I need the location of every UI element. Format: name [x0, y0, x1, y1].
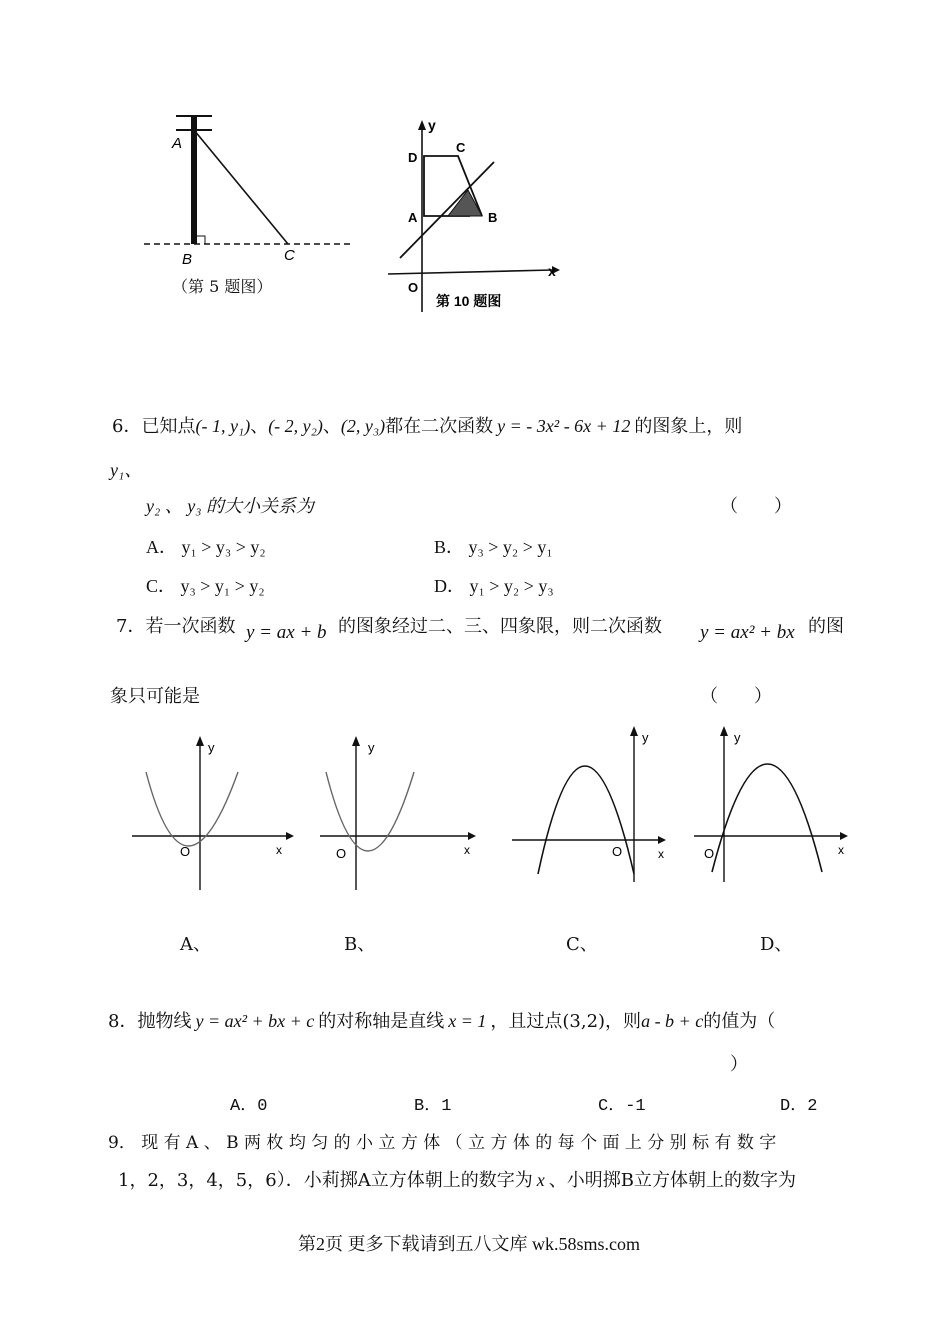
- q8-num: 8．: [108, 1011, 138, 1032]
- q7-func2: y = ax² + bx: [700, 622, 795, 643]
- q8-func3: a - b + c: [641, 1011, 704, 1031]
- q6-point2: (- 2, y₂): [268, 416, 323, 436]
- q7-num: 7．: [116, 616, 146, 637]
- q7-line2: 象只可能是: [110, 686, 200, 707]
- q7-paren: （ ）: [700, 686, 772, 707]
- q7-graph-d: [692, 722, 856, 890]
- graph-b-x-arrow: [468, 832, 476, 840]
- q8-option-a: A．0: [230, 1097, 268, 1116]
- q6-option-a: A． y₁ > y₃ > y₂: [146, 537, 266, 557]
- q6-sep2: 、: [322, 416, 341, 437]
- graph-b-parabola: [326, 772, 414, 851]
- q6-text1: 已知点: [141, 416, 196, 437]
- q9-line2-a: 1，2，3，4，5，6）．小莉掷A立方体朝上的数字为: [118, 1170, 533, 1191]
- q9-line1: 9． 现 有 A 、 B 两 枚 均 匀 的 小 立 方 体 （ 立 方 体 的 每 个 面 上 分 别 标 有 数 字: [108, 1133, 777, 1153]
- fig10-o-label: O: [408, 280, 419, 295]
- fig5-caption: （第 5 题图）: [172, 277, 273, 296]
- q8-close-paren: ）: [730, 1054, 748, 1075]
- fig10-y-label: y: [428, 117, 436, 133]
- q7-num-text1: [116, 612, 235, 638]
- fig5-label-B: B: [182, 251, 193, 268]
- q6-text3: 的图象上，则: [634, 416, 743, 437]
- graph-d-x-arrow: [840, 832, 848, 840]
- q6-point3: (2, y₃): [340, 416, 386, 436]
- q6-option-c: C． y₃ > y₁ > y₂: [146, 576, 265, 596]
- graph-c-x-arrow: [658, 836, 666, 844]
- q7-func1: y = ax + b: [246, 622, 327, 643]
- page-footer: 第2页 更多下载请到五八文库 wk.58sms.com: [298, 1234, 640, 1254]
- q9-line2: [118, 1166, 796, 1192]
- q9-line2-b: 、小明掷B立方体朝上的数字为: [548, 1170, 796, 1191]
- fig5-label-A: A: [172, 135, 183, 152]
- graph-a-x-arrow: [286, 832, 294, 840]
- fig10-x-axis: [388, 270, 552, 274]
- q7-graph-a: [128, 730, 298, 900]
- q6-point1: (- 1, y₁): [195, 416, 251, 436]
- graph-d-parabola: [712, 764, 822, 872]
- cable-line: [194, 130, 288, 244]
- fig10-label-C: C: [456, 140, 466, 155]
- q7-text3: 的图: [808, 616, 844, 637]
- graph-c-o-label: O: [612, 844, 623, 859]
- q7-text1: 若一次函数: [145, 616, 236, 637]
- graph-b-y-arrow: [352, 736, 360, 746]
- graph-a-y-label: y: [208, 740, 215, 755]
- q6-line1: [112, 412, 742, 438]
- figure-10: [384, 112, 574, 322]
- fig10-y-arrow: [418, 120, 426, 130]
- q6-function: y = - 3x² - 6x + 12: [497, 416, 631, 436]
- graph-a-o-label: O: [180, 844, 191, 859]
- graph-b-o-label: O: [336, 846, 347, 861]
- q6-y1: y₁、: [110, 460, 143, 480]
- q8-text2: 的对称轴是直线: [318, 1011, 445, 1032]
- q8-option-d: D．2: [780, 1097, 818, 1116]
- q7-label-b: B、: [344, 934, 376, 955]
- q7-text2: 的图象经过二、三、四象限，则二次函数: [338, 616, 662, 637]
- q8-option-c: C．-1: [598, 1097, 646, 1116]
- q8-option-b: B．1: [414, 1097, 452, 1116]
- fig5-label-C: C: [284, 247, 295, 264]
- q8-func2: x = 1: [448, 1011, 487, 1031]
- q6-text2: 都在二次函数: [385, 416, 494, 437]
- fig10-label-A: A: [408, 210, 418, 225]
- graph-d-y-arrow: [720, 726, 728, 736]
- q6-line2: y₂ 、 y₃ 的大小关系为: [146, 496, 314, 516]
- graph-b-x-label: x: [464, 843, 470, 857]
- fig10-label-B: B: [488, 210, 498, 225]
- graph-d-o-label: O: [704, 846, 715, 861]
- graph-a-x-label: x: [276, 843, 282, 857]
- right-angle-mark: [197, 236, 205, 244]
- q8-text3: ，且过点(3,2)，则: [490, 1011, 642, 1032]
- q6-option-b: B． y₃ > y₂ > y₁: [434, 537, 553, 557]
- q8-line1: [108, 1007, 775, 1033]
- fig10-x-label: x: [548, 263, 556, 279]
- fig10-caption: 第 10 题图: [436, 293, 502, 309]
- q6-paren: （ ）: [720, 496, 792, 517]
- q8-func1: y = ax² + bx + c: [195, 1011, 315, 1031]
- graph-b-y-label: y: [368, 740, 375, 755]
- q7-graph-c: [508, 722, 676, 890]
- graph-a-y-arrow: [196, 736, 204, 746]
- figure-5: [140, 108, 360, 298]
- graph-d-x-label: x: [838, 843, 844, 857]
- q8-text4: 的值为（: [703, 1011, 776, 1032]
- q6-option-d: D． y₁ > y₂ > y₃: [434, 576, 554, 596]
- graph-c-y-label: y: [642, 730, 649, 745]
- graph-d-y-label: y: [734, 730, 741, 745]
- graph-a-parabola: [146, 772, 238, 846]
- q6-num: 6．: [112, 416, 142, 437]
- q9-var-x: x: [536, 1170, 545, 1190]
- graph-c-x-label: x: [658, 847, 664, 861]
- graph-c-y-arrow: [630, 726, 638, 736]
- q7-label-d: D、: [760, 934, 793, 955]
- q6-sep1: 、: [250, 416, 269, 437]
- q7-label-c: C、: [566, 934, 598, 955]
- q7-graph-b: [318, 730, 488, 900]
- fig10-label-D: D: [408, 150, 418, 165]
- q8-text1: 抛物线: [137, 1011, 192, 1032]
- q7-label-a: A、: [180, 934, 211, 955]
